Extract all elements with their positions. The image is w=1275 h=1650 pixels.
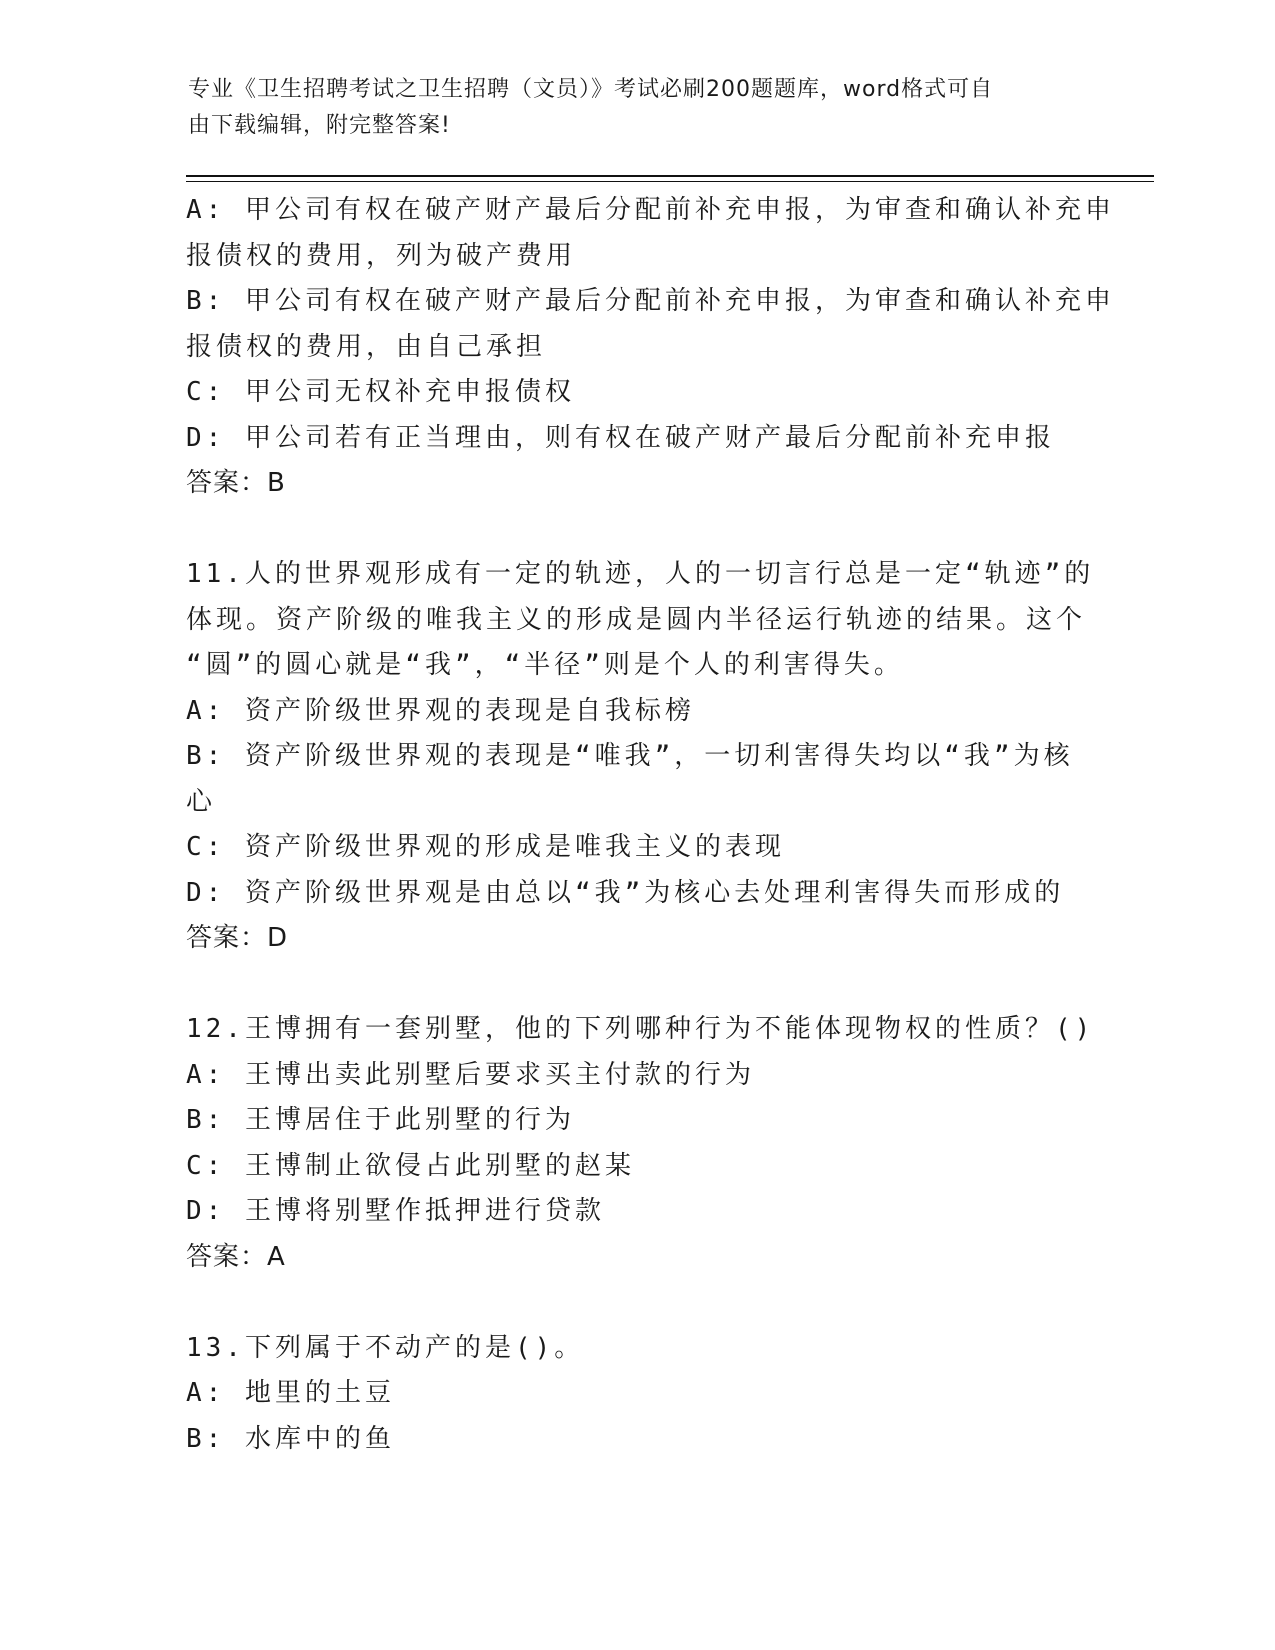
option-d: D: 资产阶级世界观是由总以“我”为核心去处理利害得失而形成的	[186, 877, 1065, 908]
header-rule-thin	[186, 181, 1154, 182]
option-d: D: 王博将别墅作抵押进行贷款	[186, 1196, 605, 1226]
option-c: C: 甲公司无权补充申报债权	[186, 377, 575, 407]
question-stem: 12.王博拥有一套别墅，他的下列哪种行为不能体现物权的性质？()	[186, 1014, 1095, 1044]
answer: 答案：A	[186, 1241, 286, 1272]
option-b: B: 水库中的鱼	[186, 1423, 395, 1454]
option-a: A: 资产阶级世界观的表现是自我标榜	[186, 695, 695, 726]
option-b-line-1: B: 资产阶级世界观的表现是“唯我”，一切利害得失均以“我”为核	[186, 741, 1074, 771]
question-stem-line-2: 体现。资产阶级的唯我主义的形成是圆内半径运行轨迹的结果。这个	[186, 604, 1087, 635]
answer: 答案：D	[186, 923, 289, 953]
option-b-line-1: B: 甲公司有权在破产财产最后分配前补充申报，为审查和确认补充申	[186, 286, 1115, 316]
option-a-line-2: 报债权的费用，列为破产费用	[186, 240, 577, 271]
question-11	[186, 552, 1095, 962]
document-header	[188, 72, 1068, 144]
question-stem-line-1: 11.人的世界观形成有一定的轨迹，人的一切言行总是一定“轨迹”的	[186, 559, 1095, 589]
question-stem: 13.下列属于不动产的是()。	[186, 1332, 585, 1363]
option-c: C: 资产阶级世界观的形成是唯我主义的表现	[186, 832, 785, 862]
question-stem-line-3: “圆”的圆心就是“我”，“半径”则是个人的利害得失。	[186, 650, 904, 680]
option-b: B: 王博居住于此别墅的行为	[186, 1105, 575, 1135]
header-line-2: 由下载编辑，附完整答案!	[188, 113, 451, 138]
question-13	[186, 1326, 1086, 1463]
option-a: A: 王博出卖此别墅后要求买主付款的行为	[186, 1059, 755, 1090]
spacer	[186, 962, 1086, 1008]
answer: 答案：B	[186, 468, 286, 498]
option-b-line-2: 报债权的费用，由自己承担	[186, 331, 547, 362]
document-body	[186, 188, 1115, 1462]
option-d: D: 甲公司若有正当理由，则有权在破产财产最后分配前补充申报	[186, 422, 1055, 453]
option-a-line-1: A: 甲公司有权在破产财产最后分配前补充申报，为审查和确认补充申	[186, 195, 1115, 225]
question-10-options	[186, 188, 1115, 507]
header-line-1: 专业《卫生招聘考试之卫生招聘（文员）》考试必刷200题题库，word格式可自	[188, 77, 994, 102]
spacer	[186, 507, 1086, 553]
option-a: A: 地里的土豆	[186, 1378, 395, 1408]
header-rule-thick	[186, 175, 1154, 177]
spacer	[186, 1280, 1086, 1326]
option-b-line-2: 心	[186, 786, 217, 817]
question-12	[186, 1007, 1095, 1280]
option-c: C: 王博制止欲侵占此别墅的赵某	[186, 1150, 635, 1181]
